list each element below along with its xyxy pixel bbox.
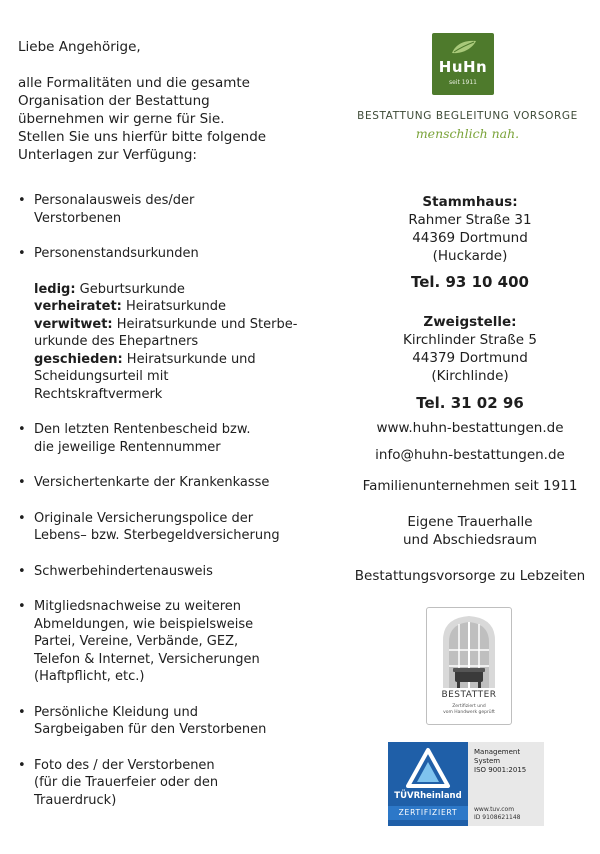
list-item [18, 757, 328, 810]
list-item-text: Mitgliedsnachweise zu weiteren [34, 599, 241, 614]
list-item-text: Foto des / der Verstorbenen [34, 757, 215, 773]
civil-status-row [34, 316, 328, 334]
logo-wordmark: HuHn [438, 58, 488, 76]
branch-office-district: (Kirchlinde) [431, 368, 509, 384]
company-slogan: menschlich nah. [415, 126, 520, 141]
list-item-text: (für die Trauerfeier oder den [34, 775, 219, 790]
tuv-certificate-badge [388, 742, 544, 826]
bestatter-certificate-badge [426, 607, 512, 725]
list-item-text: Abmeldungen, wie beispielsweise [34, 616, 254, 632]
website-link[interactable]: www.huhn-bestattungen.de [376, 420, 564, 436]
left-column [18, 38, 328, 827]
family-business-text: Familienunternehmen seit 1911 [362, 478, 578, 494]
civil-status-list [34, 281, 328, 404]
civil-status-row [34, 386, 328, 404]
bestatter-subtitle [427, 704, 511, 716]
document-list [18, 192, 328, 809]
church-window-coffin-icon [427, 610, 511, 690]
civil-status-row [34, 298, 328, 316]
list-item-text: Den letzten Rentenbescheid bzw. [34, 422, 251, 437]
intro-line: Organisation der Bestattung [18, 93, 210, 109]
civil-status-text: Heiratsurkunde und Sterbe- [112, 316, 298, 332]
list-item-text: die jeweilige Rentennummer [34, 439, 221, 455]
list-item-text: Trauerdruck) [34, 792, 117, 808]
civil-status-text: urkunde des Ehepartners [34, 334, 199, 349]
list-item [18, 563, 328, 581]
civil-status-label: verheiratet: [34, 299, 122, 314]
list-item-text: Lebens– bzw. Sterbegeldversicherung [34, 528, 280, 543]
civil-status-row [34, 368, 328, 386]
civil-status-text: Scheidungsurteil mit [34, 369, 169, 384]
main-office-street: Rahmer Straße 31 [408, 212, 532, 228]
list-item-text: Originale Versicherungspolice der [34, 510, 254, 526]
civil-status-label: ledig: [34, 281, 76, 297]
tuv-info-panel [468, 742, 544, 826]
branch-office-phone[interactable]: Tel. 31 02 96 [416, 394, 524, 412]
list-item-text: Partei, Vereine, Verbände, GEZ, [34, 634, 239, 649]
list-item-text: Versichertenkarte der Krankenkasse [34, 475, 270, 490]
list-item-text: Telefon & Internet, Versicherungen [34, 651, 260, 667]
company-tagline: BESTATTUNG BEGLEITUNG VORSORGE [357, 110, 578, 122]
list-item [18, 245, 328, 403]
tuv-management-system [474, 748, 542, 775]
logo-since: seit 1911 [448, 79, 477, 86]
tuv-mgmt-line: System [474, 757, 501, 765]
civil-status-text: Heiratsurkunde [121, 299, 226, 314]
civil-status-text: Geburtsurkunde [75, 281, 185, 297]
main-office-phone[interactable]: Tel. 93 10 400 [411, 273, 529, 291]
intro-line: Unterlagen zur Verfügung: [18, 147, 197, 163]
tuv-triangle-icon [388, 744, 468, 792]
greeting: Liebe Angehörige, [18, 39, 141, 55]
civil-status-label: geschieden: [34, 351, 123, 367]
branch-office-city: 44379 Dortmund [412, 350, 528, 366]
civil-status-text: Heiratsurkunde und [122, 351, 256, 367]
list-item [18, 704, 328, 739]
company-logo [432, 33, 494, 95]
mourning-hall-text: Eigene Trauerhalle [407, 514, 533, 530]
bestatter-subtitle-line: vom Handwerk geprüft [443, 710, 495, 715]
list-item [18, 474, 328, 492]
tuv-brand-name: TÜVRheinland [394, 791, 462, 801]
civil-status-row [34, 351, 328, 369]
list-item-text: (Haftpflicht, etc.) [34, 669, 145, 684]
civil-status-row [34, 281, 328, 299]
main-office-city: 44369 Dortmund [412, 230, 528, 246]
intro-line: alle Formalitäten und die gesamte [18, 75, 250, 91]
list-item-text: Personalausweis des/der [34, 193, 195, 208]
tuv-footer [474, 806, 542, 822]
tuv-mgmt-line: Management [474, 748, 521, 756]
list-item-text: Verstorbenen [34, 210, 122, 226]
branch-office-street: Kirchlinder Straße 5 [403, 332, 537, 348]
tuv-certified-label: ZERTIFIZIERT [388, 806, 468, 820]
leaf-icon [450, 39, 478, 55]
list-item-text: Schwerbehindertenausweis [34, 563, 213, 579]
tuv-brand-panel [388, 742, 468, 826]
intro-line: übernehmen wir gerne für Sie. [18, 111, 225, 127]
civil-status-label: verwitwet: [34, 316, 113, 332]
provision-text: Bestattungsvorsorge zu Lebzeiten [354, 568, 586, 584]
main-office-district: (Huckarde) [432, 248, 508, 264]
list-item-text: Sargbeigaben für den Verstorbenen [34, 722, 267, 737]
tuv-iso-standard: ISO 9001:2015 [474, 766, 527, 774]
list-item-text: Persönliche Kleidung und [34, 704, 199, 720]
farewell-room-text: und Abschiedsraum [403, 532, 537, 548]
list-item-text: Personenstandsurkunden [34, 246, 199, 261]
list-item [18, 598, 328, 686]
civil-status-row [34, 333, 328, 351]
list-item [18, 510, 328, 545]
intro-paragraph [18, 74, 328, 164]
bestatter-subtitle-line: Zertifiziert und [452, 704, 486, 709]
tuv-id: ID 9108621148 [474, 814, 521, 821]
branch-office-title: Zweigstelle: [423, 314, 517, 330]
intro-line: Stellen Sie uns hierfür bitte folgende [18, 129, 267, 145]
list-item [18, 421, 328, 456]
bestatter-title: BESTATTER [441, 690, 497, 700]
tuv-website: www.tuv.com [474, 806, 515, 813]
list-item [18, 192, 328, 227]
email-link[interactable]: info@huhn-bestattungen.de [375, 447, 565, 463]
civil-status-text: Rechtskraftvermerk [34, 386, 163, 402]
main-office-title: Stammhaus: [422, 194, 518, 210]
